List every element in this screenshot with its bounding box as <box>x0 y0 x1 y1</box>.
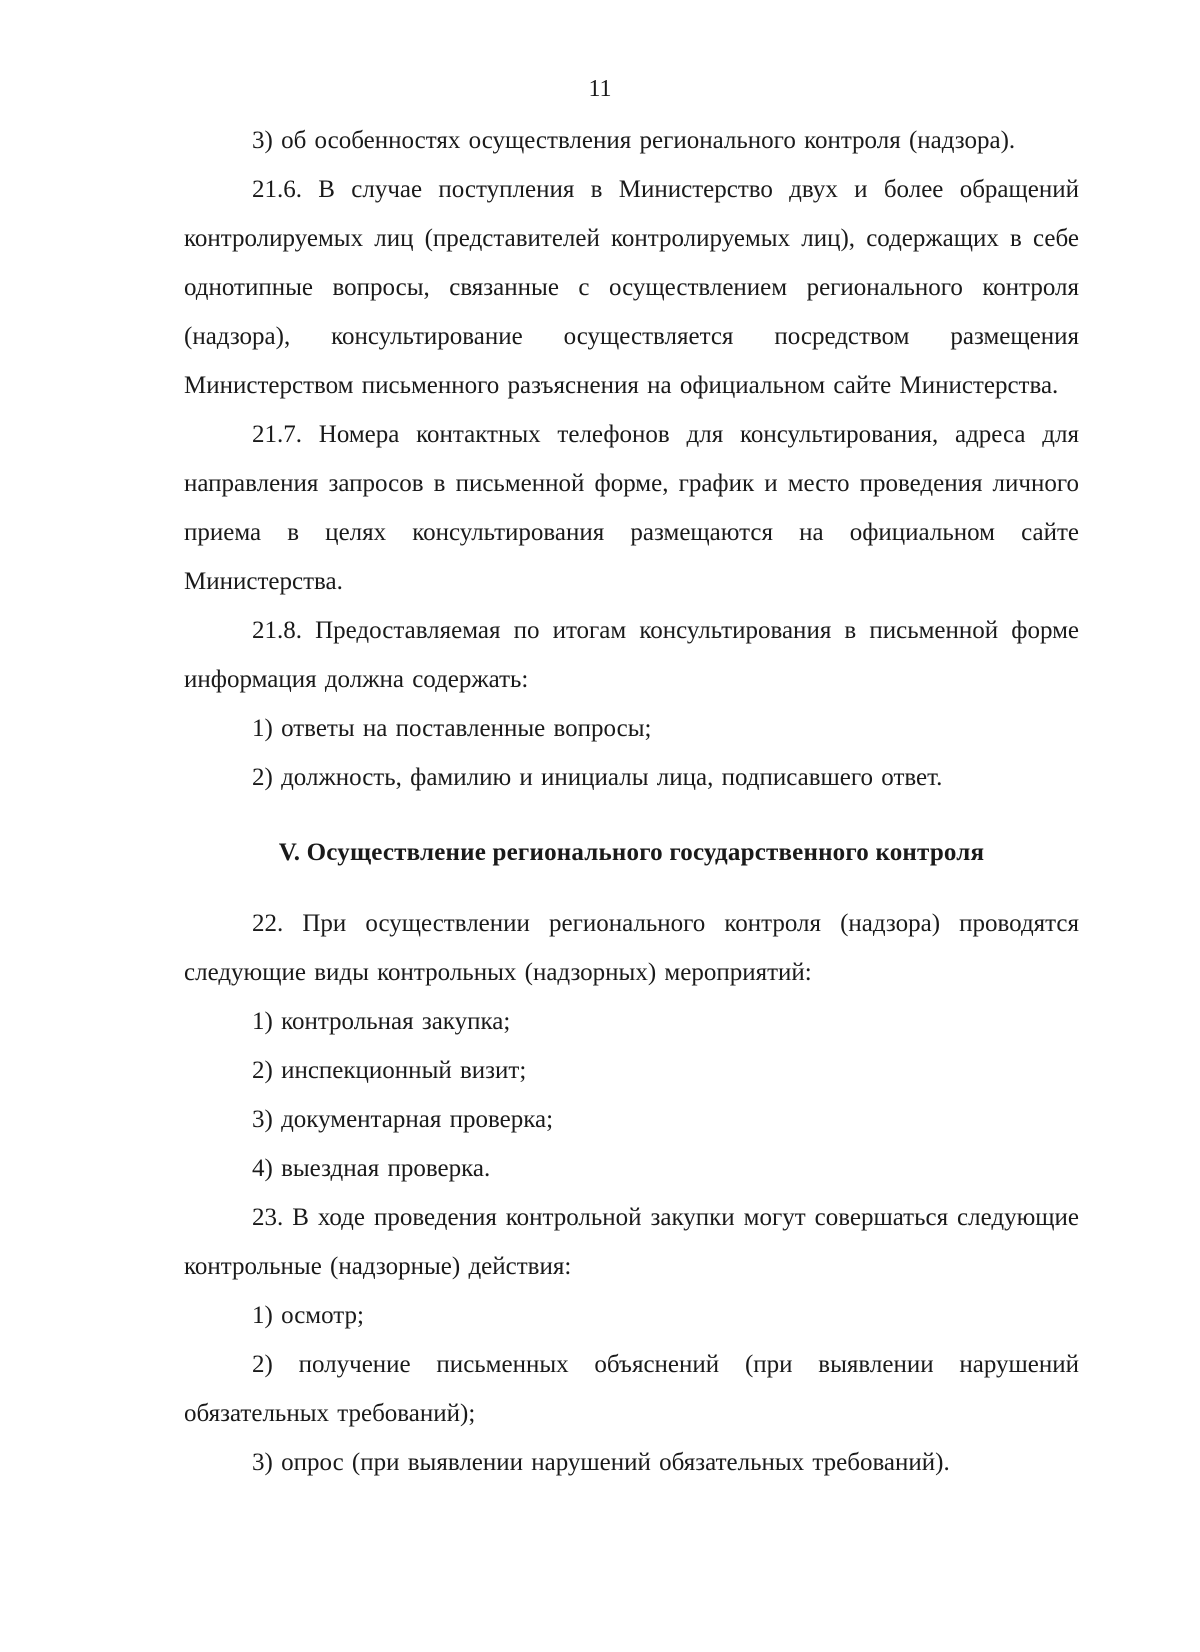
list-item: 2) должность, фамилию и инициалы лица, подписавшего ответ. <box>252 764 943 791</box>
paragraph: 21.6. В случае поступления в Министерство двух и более обращений контролируемых лиц (представителей контролируемых лиц), содержащих в себе однотипные вопросы, связанные с осуществлением регионального контроля (надзора), консультирование осуществляется посредством размещения Министерством письменного разъяснения на официальном сайте Министерства. <box>184 176 1079 399</box>
list-item: 1) контрольная закупка; <box>252 1008 511 1035</box>
document-body <box>184 116 1079 1487</box>
list-item: 1) осмотр; <box>252 1302 364 1329</box>
paragraph: 23. В ходе проведения контрольной закупки могут совершаться следующие контрольные (надзорные) действия: <box>184 1204 1079 1280</box>
paragraph: 3) об особенностях осуществления регионального контроля (надзора). <box>252 127 1016 154</box>
list-item: 2) инспекционный визит; <box>252 1057 527 1084</box>
list-item: 4) выездная проверка. <box>252 1155 491 1182</box>
list-item: 2) получение письменных объяснений (при выявлении нарушений обязательных требований); <box>184 1351 1079 1427</box>
list-item: 3) документарная проверка; <box>252 1106 554 1133</box>
page-number: 11 <box>588 76 612 102</box>
paragraph: 22. При осуществлении регионального контроля (надзора) проводятся следующие виды контрольных (надзорных) мероприятий: <box>184 910 1079 986</box>
paragraph: 21.7. Номера контактных телефонов для консультирования, адреса для направления запросов в письменной форме, график и место проведения личного приема в целях консультирования размещаются на официальном сайте Министерства. <box>184 421 1079 595</box>
list-item: 1) ответы на поставленные вопросы; <box>252 715 652 742</box>
section-heading: V. Осуществление регионального государственного контроля <box>278 839 985 866</box>
list-item: 3) опрос (при выявлении нарушений обязательных требований). <box>252 1449 950 1476</box>
paragraph: 21.8. Предоставляемая по итогам консультирования в письменной форме информация должна содержать: <box>184 617 1079 693</box>
